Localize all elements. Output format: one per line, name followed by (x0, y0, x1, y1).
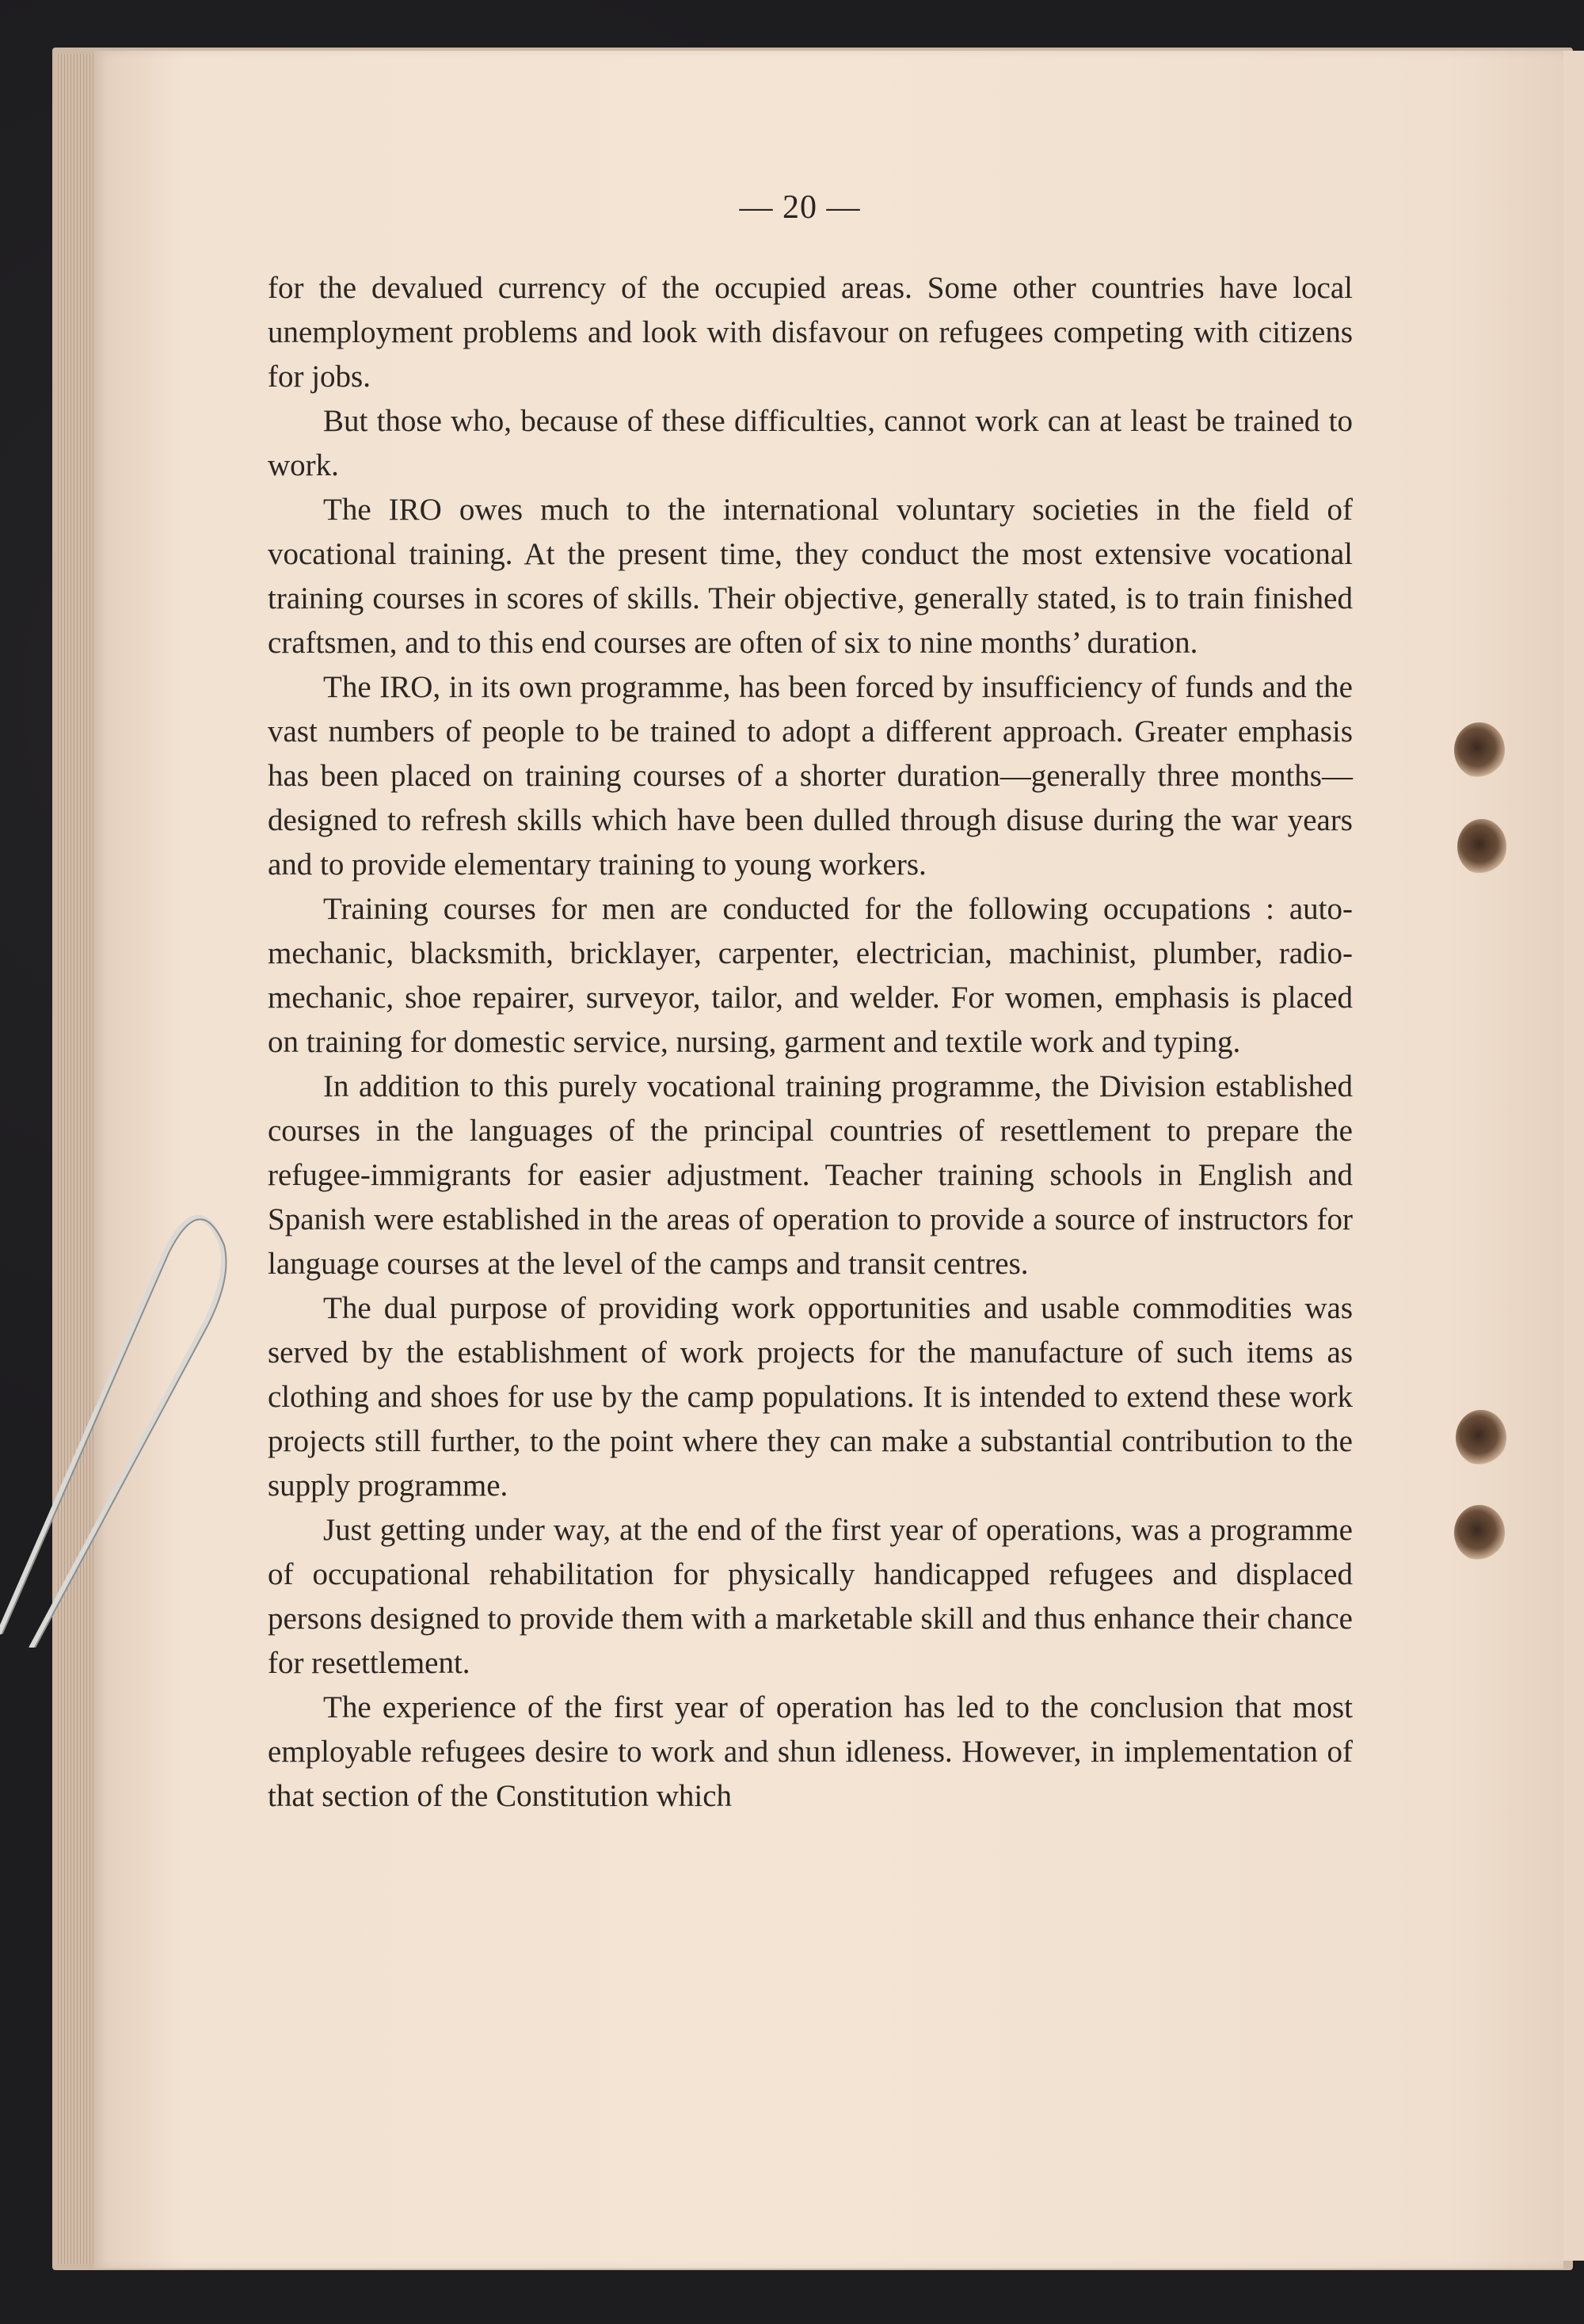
paragraph-4: The IRO, in its own programme, has been forced by insufficiency of funds and the vast numbers of people to be trained to adopt a different approach. Greater emphasis has been placed on training courses of a shorter duration—generally three months—designed to refresh skills which have been dulled through disuse during the war years and to provide elementary training to young workers. (268, 670, 1353, 882)
page-number-header: — 20 — (739, 189, 861, 226)
paragraph-2: But those who, because of these difficulties, cannot work can at least be trained to work. (268, 404, 1353, 482)
binding-hole-2 (1457, 819, 1506, 874)
paragraph-9: The experience of the first year of operation has led to the conclusion that most employable refugees desire to work and shun idleness. However, in implementation of that section of the Constitution which (268, 1690, 1353, 1813)
paragraph-5: Training courses for men are conducted for the following occupations : auto-mechanic, blacksmith, bricklayer, carpenter, electrician, machinist, plumber, radio-mechanic, shoe repairer, surveyor, tailor, and welder. For women, emphasis is placed on training for domestic service, nursing, garment and textile work and typing. (268, 892, 1353, 1059)
paragraph-8: Just getting under way, at the end of the first year of operations, was a programme of occupational rehabilitation for physically handicapped refugees and displaced persons designed to provide them with a marketable skill and thus enhance their chance for resettlement. (268, 1513, 1353, 1680)
paragraph-7: The dual purpose of providing work opportunities and usable commodities was served by the establishment of work projects for the manufacture of such items as clothing and shoes for use by the camp populations. It is intended to extend these work projects still further, to the point where they can make a substantial contribution to the supply programme. (268, 1291, 1353, 1503)
binding-hole-4 (1454, 1505, 1505, 1560)
paragraph-3: The IRO owes much to the international voluntary societies in the field of vocational training. At the present time, they conduct the most extensive vocational training courses in scores of skills. Their objective, generally stated, is to train finished craftsmen, and to this end courses are often of six to nine months’ duration. (268, 493, 1353, 660)
paragraph-6: In addition to this purely vocational training programme, the Division established courses in the languages of the principal countries of resettlement to prepare the refugee-immigrants for easier adjustment. Teacher training schools in English and Spanish were established in the areas of operation to provide a source of instructors for language courses at the level of the camps and transit centres. (268, 1069, 1353, 1281)
binding-hole-3 (1456, 1410, 1506, 1465)
binding-hole-1 (1454, 722, 1505, 778)
body-text (268, 266, 1353, 1819)
paragraph-1: for the devalued currency of the occupied areas. Some other countries have local unemployment problems and look with disfavour on refugees competing with citizens for jobs. (268, 271, 1353, 394)
paper-clip (0, 1156, 253, 1648)
